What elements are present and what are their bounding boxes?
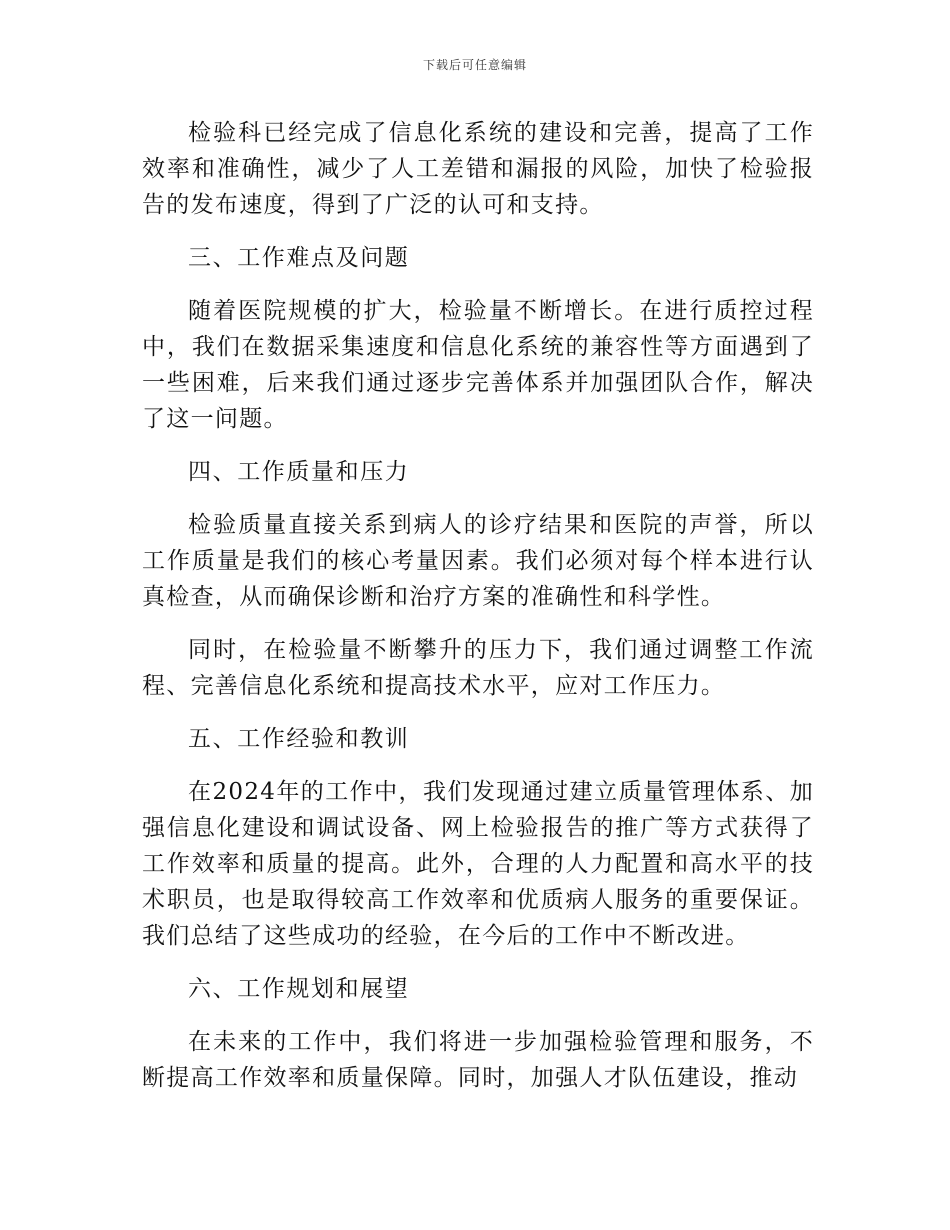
page-header-note: 下载后可任意编辑 bbox=[422, 58, 527, 72]
paragraph-pressure: 同时，在检验量不断攀升的压力下，我们通过调整工作流程、完善信息化系统和提高技术水平，应对工作压力。 bbox=[142, 637, 814, 699]
section-heading-difficulties: 三、工作难点及问题 bbox=[188, 245, 410, 271]
paragraph-difficulties: 随着医院规模的扩大，检验量不断增长。在进行质控过程中，我们在数据采集速度和信息化系统的兼容性等方面遇到了一些困难，后来我们通过逐步完善体系并加强团队合作，解决了这一问题。 bbox=[142, 298, 814, 432]
paragraph-quality: 检验质量直接关系到病人的诊疗结果和医院的声誉，所以工作质量是我们的核心考量因素。我们必须对每个样本进行认真检查，从而确保诊断和治疗方案的准确性和科学性。 bbox=[142, 512, 814, 610]
section-heading-planning: 六、工作规划和展望 bbox=[188, 976, 410, 1002]
paragraph-experience: 在2024年的工作中，我们发现通过建立质量管理体系、加强信息化建设和调试设备、网上检验报告的推广等方式获得了工作效率和质量的提高。此外，合理的人力配置和高水平的技术职员，也是取得较高工作效率和优质病人服务的重要保证。我们总结了这些成功的经验，在今后的工作中不断改进。 bbox=[142, 779, 814, 949]
section-heading-quality-pressure: 四、工作质量和压力 bbox=[188, 459, 410, 485]
paragraph-info-system: 检验科已经完成了信息化系统的建设和完善，提高了工作效率和准确性，减少了人工差错和漏报的风险，加快了检验报告的发布速度，得到了广泛的认可和支持。 bbox=[142, 120, 814, 218]
paragraph-planning: 在未来的工作中，我们将进一步加强检验管理和服务，不断提高工作效率和质量保障。同时，加强人才队伍建设，推动 bbox=[142, 1029, 814, 1091]
section-heading-experience: 五、工作经验和教训 bbox=[188, 726, 410, 752]
document-body bbox=[142, 115, 814, 1113]
